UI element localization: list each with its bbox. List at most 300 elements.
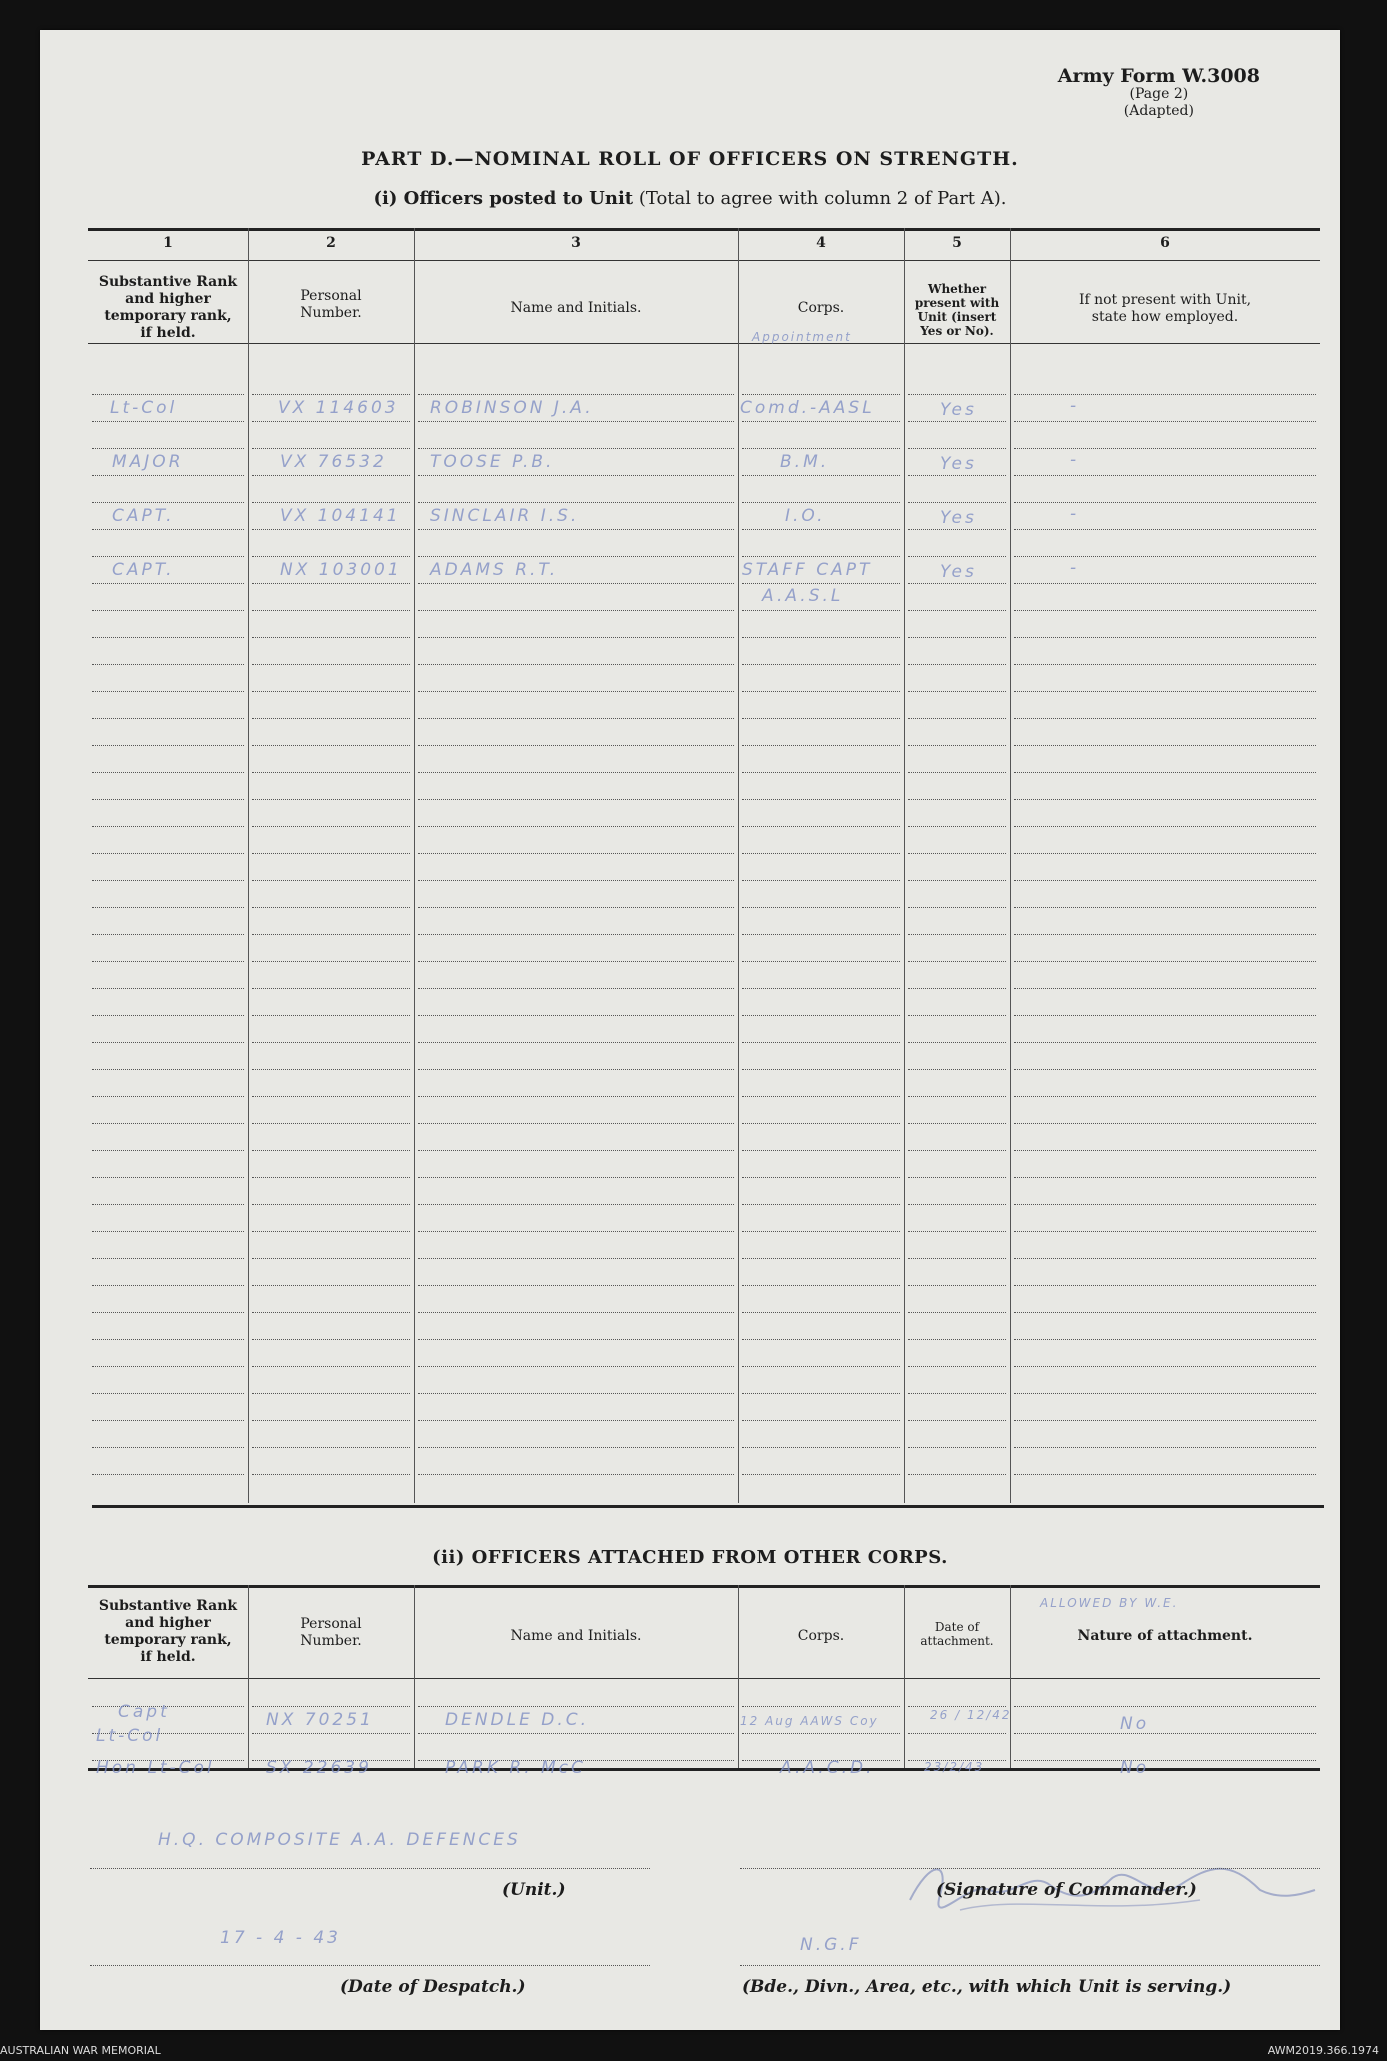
ruled-line bbox=[418, 1366, 734, 1367]
row-name: ROBINSON J.A. bbox=[430, 398, 594, 418]
ruled-line bbox=[92, 502, 244, 503]
ruled-line bbox=[908, 1231, 1006, 1232]
ruled-line bbox=[742, 1366, 900, 1367]
table-row bbox=[112, 506, 175, 526]
ruled-line bbox=[418, 799, 734, 800]
ruled-line bbox=[252, 907, 410, 908]
ruled-line bbox=[1014, 691, 1316, 692]
ruled-line bbox=[252, 475, 410, 476]
ruled-line bbox=[92, 1312, 244, 1313]
row-rank: MAJOR bbox=[112, 452, 184, 472]
ruled-line bbox=[1014, 826, 1316, 827]
ruled-line bbox=[418, 1706, 734, 1707]
ruled-line bbox=[418, 1285, 734, 1286]
table-row bbox=[780, 452, 829, 472]
row-corps: I.O. bbox=[785, 506, 826, 526]
ruled-line bbox=[1014, 1069, 1316, 1070]
ruled-line bbox=[908, 1204, 1006, 1205]
ruled-line bbox=[908, 1096, 1006, 1097]
ruled-line bbox=[252, 1015, 410, 1016]
row-number: VX 76532 bbox=[280, 452, 387, 472]
ruled-line bbox=[742, 448, 900, 449]
ruled-line bbox=[1014, 934, 1316, 935]
ruled-line bbox=[92, 1393, 244, 1394]
ruled-line bbox=[1014, 907, 1316, 908]
table-ii-col-divider bbox=[414, 1585, 415, 1768]
table-row bbox=[430, 398, 594, 418]
ruled-line bbox=[418, 772, 734, 773]
ruled-line bbox=[92, 475, 244, 476]
ruled-line bbox=[418, 529, 734, 530]
row-corps: Comd.-AASL bbox=[740, 398, 875, 418]
ruled-line bbox=[908, 826, 1006, 827]
row-number: VX 114603 bbox=[278, 398, 399, 418]
part-ii-title: (ii) OFFICERS ATTACHED FROM OTHER CORPS. bbox=[432, 1547, 948, 1568]
bde-value: N.G.F bbox=[800, 1935, 862, 1955]
ruled-line bbox=[908, 1123, 1006, 1124]
ruled-line bbox=[92, 1150, 244, 1151]
part-d-subtitle-rest: (Total to agree with column 2 of Part A). bbox=[633, 188, 1007, 209]
ruled-line bbox=[252, 556, 410, 557]
ruled-line bbox=[1014, 1231, 1316, 1232]
header-ii-rank-line: and higher bbox=[125, 1615, 211, 1631]
ruled-line bbox=[908, 745, 1006, 746]
table-row bbox=[280, 506, 401, 526]
ruled-line bbox=[1014, 1258, 1316, 1259]
ruled-line bbox=[1014, 718, 1316, 719]
ruled-line bbox=[92, 448, 244, 449]
ruled-line bbox=[418, 502, 734, 503]
ruled-line bbox=[908, 853, 1006, 854]
ruled-line bbox=[1014, 1760, 1316, 1761]
col-number-1: 1 bbox=[163, 235, 173, 251]
ruled-line bbox=[418, 1177, 734, 1178]
ruled-line bbox=[252, 1042, 410, 1043]
archive-reference: AWM2019.366.1974 bbox=[1267, 2044, 1379, 2057]
row-number: VX 104141 bbox=[280, 506, 401, 526]
ruled-line bbox=[908, 1393, 1006, 1394]
ruled-line bbox=[92, 772, 244, 773]
ruled-line bbox=[1014, 1015, 1316, 1016]
row-employed: - bbox=[1070, 558, 1080, 578]
ruled-line bbox=[1014, 421, 1316, 422]
ruled-line bbox=[742, 394, 900, 395]
table-row bbox=[940, 562, 977, 582]
ruled-line bbox=[92, 1042, 244, 1043]
table-row bbox=[112, 452, 184, 472]
ruled-line bbox=[252, 1285, 410, 1286]
ruled-line bbox=[92, 1069, 244, 1070]
table-row bbox=[1070, 450, 1079, 470]
ruled-line bbox=[908, 1366, 1006, 1367]
ruled-line bbox=[418, 1231, 734, 1232]
ruled-line bbox=[418, 1204, 734, 1205]
ruled-line bbox=[1014, 1312, 1316, 1313]
header-ii-corps: Corps. bbox=[797, 1628, 845, 1644]
ruled-line bbox=[1014, 1366, 1316, 1367]
row-present: Yes bbox=[940, 400, 977, 420]
row-employed: - bbox=[1070, 450, 1080, 470]
ruled-line bbox=[908, 637, 1006, 638]
ruled-line bbox=[418, 1042, 734, 1043]
ruled-line bbox=[418, 583, 734, 584]
ruled-line bbox=[742, 1069, 900, 1070]
ruled-line bbox=[742, 1312, 900, 1313]
table-ii-col-divider bbox=[1010, 1585, 1011, 1768]
signature-line bbox=[740, 1868, 1320, 1869]
ruled-line bbox=[742, 1042, 900, 1043]
ruled-line bbox=[1014, 1150, 1316, 1151]
ruled-line bbox=[252, 1204, 410, 1205]
table-row bbox=[278, 398, 399, 418]
ruled-line bbox=[742, 1204, 900, 1205]
ruled-line bbox=[742, 637, 900, 638]
ruled-line bbox=[1014, 1123, 1316, 1124]
form-sheet bbox=[40, 30, 1340, 2030]
row-number: NX 103001 bbox=[280, 560, 402, 580]
ruled-line bbox=[742, 1706, 900, 1707]
ruled-line bbox=[252, 1096, 410, 1097]
table-row bbox=[445, 1758, 586, 1778]
ruled-line bbox=[742, 961, 900, 962]
ruled-line bbox=[418, 448, 734, 449]
header-present-line: Whether bbox=[927, 282, 987, 296]
row-ii-nature: No bbox=[1120, 1758, 1150, 1778]
ruled-line bbox=[908, 1312, 1006, 1313]
row-ii-corps: A.A.C.D. bbox=[780, 1758, 875, 1778]
row-rank: Lt-Col bbox=[110, 398, 178, 418]
ruled-line bbox=[418, 745, 734, 746]
row-present: Yes bbox=[940, 454, 977, 474]
form-title: Army Form W.3008 bbox=[1057, 65, 1260, 87]
ruled-line bbox=[742, 583, 900, 584]
ruled-line bbox=[742, 853, 900, 854]
header-ii-rank-line: temporary rank, bbox=[104, 1632, 232, 1648]
table-i-colnum-rule bbox=[88, 260, 1320, 261]
ruled-line bbox=[252, 610, 410, 611]
ruled-line bbox=[92, 394, 244, 395]
ruled-line bbox=[418, 907, 734, 908]
header-rank bbox=[88, 274, 248, 342]
ruled-line bbox=[742, 421, 900, 422]
ruled-line bbox=[252, 421, 410, 422]
ruled-line bbox=[742, 556, 900, 557]
ruled-line bbox=[252, 394, 410, 395]
table-row bbox=[118, 1702, 170, 1722]
ruled-line bbox=[1014, 961, 1316, 962]
ruled-line bbox=[742, 1015, 900, 1016]
ruled-line bbox=[418, 1069, 734, 1070]
ruled-line bbox=[908, 1150, 1006, 1151]
table-row bbox=[266, 1758, 372, 1778]
ruled-line bbox=[742, 1420, 900, 1421]
col-number-3: 3 bbox=[571, 235, 581, 251]
signature-label: (Signature of Commander.) bbox=[936, 1880, 1197, 1900]
ruled-line bbox=[418, 934, 734, 935]
ruled-line bbox=[252, 880, 410, 881]
row-rank: CAPT. bbox=[112, 506, 175, 526]
ruled-line bbox=[252, 1123, 410, 1124]
ruled-line bbox=[908, 448, 1006, 449]
ruled-line bbox=[418, 556, 734, 557]
ruled-line bbox=[742, 475, 900, 476]
header-employed-line: state how employed. bbox=[1091, 309, 1239, 325]
ruled-line bbox=[908, 583, 1006, 584]
ruled-line bbox=[252, 583, 410, 584]
ruled-line bbox=[92, 1177, 244, 1178]
ruled-line bbox=[92, 556, 244, 557]
ruled-line bbox=[908, 556, 1006, 557]
header-corps: Corps. bbox=[797, 300, 845, 316]
header-present bbox=[904, 282, 1010, 338]
part-d-title: PART D.—NOMINAL ROLL OF OFFICERS ON STRENGTH. bbox=[361, 148, 1019, 170]
bde-line bbox=[740, 1965, 1320, 1966]
form-page: (Page 2) bbox=[1129, 86, 1189, 102]
ruled-line bbox=[252, 691, 410, 692]
ruled-line bbox=[92, 934, 244, 935]
row-ii-number: NX 70251 bbox=[266, 1710, 374, 1730]
ruled-line bbox=[92, 826, 244, 827]
ruled-line bbox=[418, 664, 734, 665]
col-number-4: 4 bbox=[816, 235, 826, 251]
ruled-line bbox=[1014, 475, 1316, 476]
ruled-line bbox=[742, 745, 900, 746]
ruled-line bbox=[908, 1706, 1006, 1707]
ruled-line bbox=[908, 961, 1006, 962]
table-ii-col-divider bbox=[904, 1585, 905, 1768]
ruled-line bbox=[742, 529, 900, 530]
ruled-line bbox=[1014, 394, 1316, 395]
table-row bbox=[924, 1760, 984, 1774]
ruled-line bbox=[742, 1123, 900, 1124]
header-ii-number-line: Personal bbox=[300, 1616, 362, 1632]
col-number-2: 2 bbox=[326, 235, 336, 251]
row-ii-date: 23/2/43 bbox=[924, 1760, 985, 1774]
ruled-line bbox=[742, 799, 900, 800]
table-row bbox=[762, 586, 843, 606]
ruled-line bbox=[92, 1474, 244, 1475]
table-i-bottom-rule bbox=[92, 1505, 1324, 1508]
ruled-line bbox=[418, 1733, 734, 1734]
ruled-line bbox=[742, 934, 900, 935]
ruled-line bbox=[742, 691, 900, 692]
table-row bbox=[430, 506, 579, 526]
ruled-line bbox=[742, 1258, 900, 1259]
ruled-line bbox=[92, 421, 244, 422]
ruled-line bbox=[252, 718, 410, 719]
table-row bbox=[280, 560, 402, 580]
ruled-line bbox=[908, 529, 1006, 530]
table-i-col-divider bbox=[904, 228, 905, 1503]
ruled-line bbox=[1014, 556, 1316, 557]
ruled-line bbox=[908, 1339, 1006, 1340]
ruled-line bbox=[418, 1393, 734, 1394]
table-row bbox=[780, 1758, 874, 1778]
ruled-line bbox=[92, 529, 244, 530]
ruled-line bbox=[92, 1447, 244, 1448]
ruled-line bbox=[908, 1474, 1006, 1475]
date-label: (Date of Despatch.) bbox=[340, 1977, 526, 1997]
table-row bbox=[940, 400, 977, 420]
table-row bbox=[96, 1726, 163, 1746]
ruled-line bbox=[252, 1177, 410, 1178]
ruled-line bbox=[92, 1420, 244, 1421]
ruled-line bbox=[418, 1258, 734, 1259]
header-ii-nature: Nature of attachment. bbox=[1077, 1628, 1253, 1644]
ruled-line bbox=[252, 1733, 410, 1734]
col-number-6: 6 bbox=[1160, 235, 1170, 251]
table-ii-top-rule bbox=[88, 1585, 1320, 1588]
header-present-line: present with bbox=[914, 296, 1000, 310]
ruled-line bbox=[1014, 583, 1316, 584]
ruled-line bbox=[418, 718, 734, 719]
ruled-line bbox=[908, 1177, 1006, 1178]
ruled-line bbox=[418, 691, 734, 692]
bde-label: (Bde., Divn., Area, etc., with which Unit is serving.) bbox=[742, 1977, 1232, 1997]
ruled-line bbox=[418, 853, 734, 854]
ruled-line bbox=[252, 934, 410, 935]
ruled-line bbox=[418, 1123, 734, 1124]
date-line bbox=[90, 1965, 650, 1966]
ruled-line bbox=[1014, 1393, 1316, 1394]
table-row bbox=[1070, 504, 1079, 524]
table-row bbox=[940, 508, 977, 528]
table-row bbox=[742, 560, 872, 580]
unit-value: H.Q. COMPOSITE A.A. DEFENCES bbox=[158, 1830, 521, 1850]
ruled-line bbox=[908, 1258, 1006, 1259]
part-d-subtitle bbox=[40, 188, 1340, 209]
ruled-line bbox=[418, 637, 734, 638]
row-corps-line2: A.A.S.L bbox=[762, 586, 844, 606]
header-ii-personal-number bbox=[248, 1616, 414, 1650]
ruled-line bbox=[252, 1231, 410, 1232]
row-ii-date: 26 / 12/42 bbox=[930, 1708, 1012, 1722]
ruled-line bbox=[742, 988, 900, 989]
date-value: 17 - 4 - 43 bbox=[220, 1928, 341, 1948]
table-i-col-divider bbox=[414, 228, 415, 1503]
ruled-line bbox=[418, 1015, 734, 1016]
ruled-line bbox=[252, 826, 410, 827]
ruled-line bbox=[252, 1150, 410, 1151]
table-i-col-divider bbox=[248, 228, 249, 1503]
row-ii-number: SX 22639 bbox=[266, 1758, 372, 1778]
ruled-line bbox=[1014, 880, 1316, 881]
ruled-line bbox=[742, 718, 900, 719]
ruled-line bbox=[1014, 853, 1316, 854]
ruled-line bbox=[252, 1069, 410, 1070]
ruled-line bbox=[1014, 1447, 1316, 1448]
ruled-line bbox=[418, 610, 734, 611]
table-row bbox=[1120, 1758, 1149, 1778]
ruled-line bbox=[742, 502, 900, 503]
ruled-line bbox=[742, 1733, 900, 1734]
table-i-header-rule bbox=[88, 343, 1320, 344]
ruled-line bbox=[908, 1069, 1006, 1070]
ruled-line bbox=[252, 745, 410, 746]
ruled-line bbox=[1014, 1177, 1316, 1178]
table-row bbox=[740, 398, 875, 418]
ruled-line bbox=[908, 934, 1006, 935]
row-ii-name: PARK R. McC bbox=[445, 1758, 586, 1778]
ruled-line bbox=[742, 772, 900, 773]
ruled-line bbox=[908, 880, 1006, 881]
table-row bbox=[445, 1710, 589, 1730]
row-name: ADAMS R.T. bbox=[430, 560, 559, 580]
form-identifier bbox=[1058, 66, 1260, 120]
header-ii-number-line: Number. bbox=[300, 1633, 362, 1649]
ruled-line bbox=[908, 772, 1006, 773]
header-personal-number bbox=[248, 288, 414, 322]
ruled-line bbox=[92, 853, 244, 854]
archive-credit: AUSTRALIAN WAR MEMORIAL bbox=[0, 2044, 161, 2057]
ruled-line bbox=[252, 1474, 410, 1475]
ruled-line bbox=[418, 961, 734, 962]
ruled-line bbox=[252, 988, 410, 989]
ruled-line bbox=[252, 853, 410, 854]
ruled-line bbox=[1014, 772, 1316, 773]
header-rank-line: temporary rank, bbox=[104, 308, 232, 324]
ruled-line bbox=[908, 691, 1006, 692]
table-row bbox=[430, 452, 554, 472]
ruled-line bbox=[1014, 1420, 1316, 1421]
table-row bbox=[940, 454, 977, 474]
row-corps: B.M. bbox=[780, 452, 830, 472]
ruled-line bbox=[1014, 1042, 1316, 1043]
table-row bbox=[110, 398, 177, 418]
ruled-line bbox=[1014, 502, 1316, 503]
row-present: Yes bbox=[940, 562, 977, 582]
ruled-line bbox=[92, 691, 244, 692]
ruled-line bbox=[252, 1366, 410, 1367]
ruled-line bbox=[418, 1096, 734, 1097]
ruled-line bbox=[92, 880, 244, 881]
row-corps: STAFF CAPT bbox=[742, 560, 873, 580]
table-row bbox=[930, 1708, 1012, 1722]
ruled-line bbox=[908, 610, 1006, 611]
row-name: SINCLAIR I.S. bbox=[430, 506, 580, 526]
table-row bbox=[430, 560, 558, 580]
ruled-line bbox=[252, 529, 410, 530]
ruled-line bbox=[742, 907, 900, 908]
ruled-line bbox=[252, 637, 410, 638]
ruled-line bbox=[92, 745, 244, 746]
ruled-line bbox=[742, 826, 900, 827]
ruled-line bbox=[418, 394, 734, 395]
row-ii-nature: No bbox=[1120, 1714, 1150, 1734]
ruled-line bbox=[92, 1366, 244, 1367]
row-ii-rank-line2: Lt-Col bbox=[96, 1726, 164, 1746]
table-i-top-rule bbox=[88, 228, 1320, 231]
ruled-line bbox=[92, 1096, 244, 1097]
table-row bbox=[1120, 1714, 1149, 1734]
ruled-line bbox=[908, 718, 1006, 719]
ruled-line bbox=[252, 664, 410, 665]
table-ii-header-rule bbox=[88, 1678, 1320, 1679]
ruled-line bbox=[92, 988, 244, 989]
header-rank-line: Substantive Rank bbox=[98, 274, 238, 290]
ruled-line bbox=[418, 475, 734, 476]
table-row bbox=[1070, 396, 1079, 416]
ruled-line bbox=[1014, 799, 1316, 800]
ruled-line bbox=[92, 1204, 244, 1205]
table-i-col-divider bbox=[1010, 228, 1011, 1503]
ruled-line bbox=[742, 880, 900, 881]
ruled-line bbox=[742, 664, 900, 665]
row-present: Yes bbox=[940, 508, 977, 528]
row-ii-rank: Hon Lt-Col bbox=[96, 1758, 215, 1778]
row-ii-rank: Capt bbox=[118, 1702, 170, 1722]
ruled-line bbox=[92, 718, 244, 719]
